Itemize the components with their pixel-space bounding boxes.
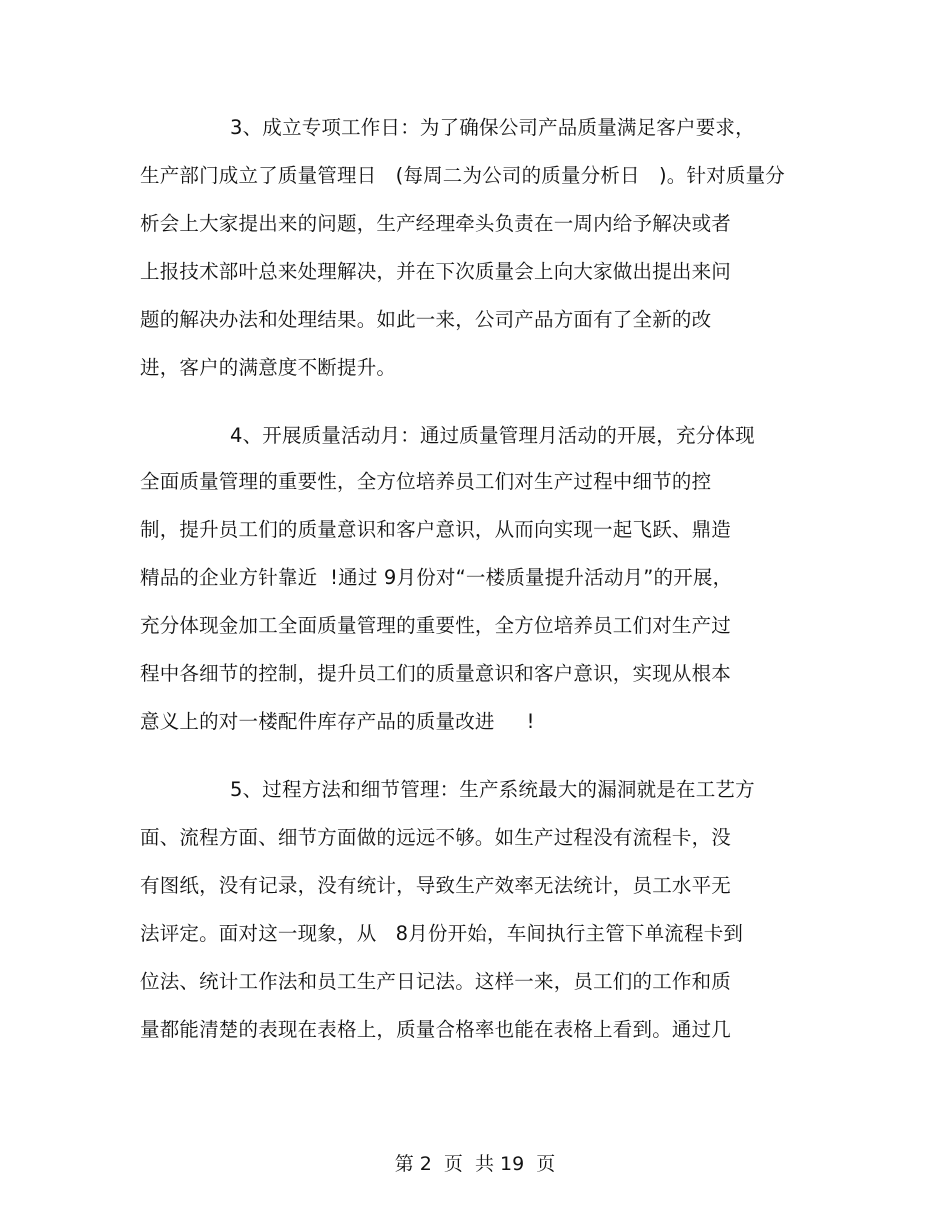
paragraph-3-line-2: 生产部门成立了质量管理日 (每周二为公司的质量分析日 )。针对质量分 (140, 164, 786, 187)
paragraph-3-line-4: 上报技术部叶总来处理解决，并在下次质量会上向大家做出提出来问 (140, 260, 732, 283)
paragraph-5-line-6: 量都能清楚的表现在表格上，质量合格率也能在表格上看到。通过几 (140, 1018, 732, 1041)
paragraph-4-line-5: 充分体现金加工全面质量管理的重要性，全方位培养员工们对生产过 (140, 614, 732, 637)
paragraph-5-line-3: 有图纸，没有记录，没有统计，导致生产效率无法统计，员工水平无 (140, 874, 732, 897)
paragraph-4-line-6: 程中各细节的控制，提升员工们的质量意识和客户意识，实现从根本 (140, 662, 732, 685)
paragraph-3-line-5: 题的解决办法和处理结果。如此一来，公司产品方面有了全新的改 (140, 308, 712, 331)
paragraph-3-line-1: 3、成立专项工作日：为了确保公司产品质量满足客户要求， (230, 116, 755, 139)
paragraph-3-line-3: 析会上大家提出来的问题，生产经理牵头负责在一周内给予解决或者 (140, 212, 732, 235)
paragraph-4-line-7: 意义上的对一楼配件库存产品的质量改进 ! (140, 710, 535, 733)
paragraph-4-line-1: 4、开展质量活动月：通过质量管理月活动的开展，充分体现 (230, 424, 755, 447)
paragraph-4-line-3: 制，提升员工们的质量意识和客户意识，从而向实现一起飞跃、鼎造 (140, 518, 732, 541)
paragraph-5-line-1: 5、过程方法和细节管理：生产系统最大的漏洞就是在工艺方 (230, 778, 755, 801)
paragraph-5-line-2: 面、流程方面、细节方面做的远远不够。如生产过程没有流程卡，没 (140, 826, 732, 849)
paragraph-4-line-4: 精品的企业方针靠近 !通过 9月份对“一楼质量提升活动月”的开展， (140, 566, 733, 589)
paragraph-5-line-4: 法评定。面对这一现象，从 8月份开始，车间执行主管下单流程卡到 (140, 922, 744, 945)
paragraph-4-line-2: 全面质量管理的重要性，全方位培养员工们对生产过程中细节的控 (140, 470, 712, 493)
paragraph-3-line-6: 进，客户的满意度不断提升。 (140, 356, 397, 379)
paragraph-5-line-5: 位法、统计工作法和员工生产日记法。这样一来，员工们的工作和质 (140, 970, 732, 993)
page-number-footer: 第 2 页 共 19 页 (394, 1153, 556, 1175)
